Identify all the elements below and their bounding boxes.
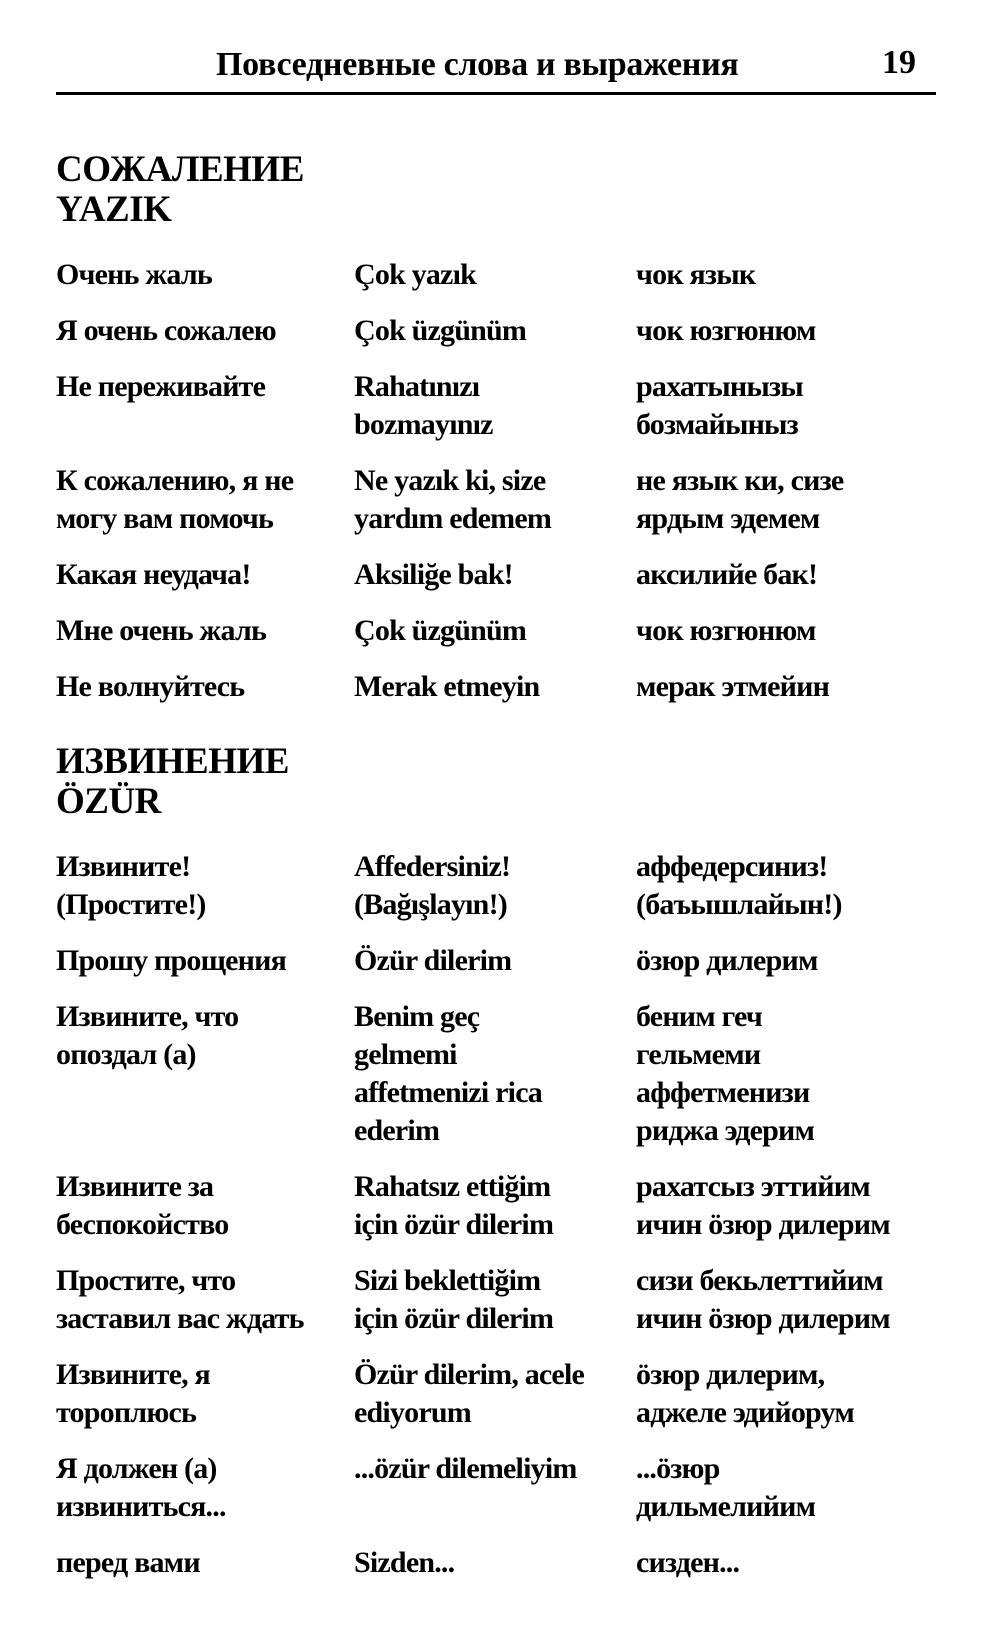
phrase-ru: Извините, что опоздал (а) <box>56 1000 239 1071</box>
phrase-transcription: сизи бекьлеттийим ичин öзюр дилерим <box>636 1264 890 1335</box>
phrase-tr: Özür dilerim, acele ediyorum <box>354 1358 585 1429</box>
phrase-row <box>56 1262 936 1338</box>
phrase-row <box>56 1356 936 1432</box>
phrase-row <box>56 848 936 924</box>
phrase-row <box>56 368 936 444</box>
phrase-list <box>56 256 936 706</box>
section-title-ru: ИЗВИНЕНИЕ <box>56 741 289 782</box>
phrase-ru: Я очень сожалею <box>56 314 276 347</box>
phrase-ru: Я должен (а) извиниться... <box>56 1452 226 1523</box>
phrase-ru: Извините, я тороплюсь <box>56 1358 210 1429</box>
phrase-transcription: аксилийе бак! <box>636 558 818 591</box>
phrase-row <box>56 998 936 1150</box>
phrase-transcription: мерак этмейин <box>636 670 830 703</box>
phrase-row <box>56 1544 936 1582</box>
section-title <box>56 742 936 822</box>
section-regret <box>56 150 936 706</box>
phrase-row <box>56 668 936 706</box>
section-title-tr: ÖZÜR <box>56 781 161 822</box>
phrase-ru: Извините за беспокойство <box>56 1170 229 1241</box>
phrase-tr: Çok üzgünüm <box>354 614 527 647</box>
page-header <box>56 38 936 95</box>
section-title-ru: СОЖАЛЕНИЕ <box>56 149 304 190</box>
phrase-row <box>56 462 936 538</box>
phrase-tr: Sizi beklettiğim için özür dilerim <box>354 1264 554 1335</box>
phrase-row <box>56 942 936 980</box>
phrase-ru: Какая неудача! <box>56 558 251 591</box>
phrase-tr: Sizden... <box>354 1546 455 1579</box>
phrase-ru: Мне очень жаль <box>56 614 267 647</box>
phrase-tr: ...özür dilemeliyim <box>354 1452 577 1485</box>
phrase-row <box>56 1168 936 1244</box>
phrase-tr: Merak etmeyin <box>354 670 540 703</box>
phrase-transcription: беним геч гельмеми аффетменизи риджа эдерим <box>636 1000 815 1147</box>
phrase-transcription: чок юзгюнюм <box>636 614 816 647</box>
phrase-ru: Не переживайте <box>56 370 266 403</box>
phrase-tr: Affedersiniz! (Bağışlayın!) <box>354 850 511 921</box>
phrase-tr: Ne yazık ki, size yardım edemem <box>354 464 552 535</box>
phrase-ru: Простите, что заставил вас ждать <box>56 1264 304 1335</box>
phrase-ru: Очень жаль <box>56 258 212 291</box>
section-title-tr: YAZIK <box>56 189 172 230</box>
section-title <box>56 150 936 230</box>
phrase-row <box>56 1450 936 1526</box>
phrase-transcription: чок юзгюнюм <box>636 314 816 347</box>
phrase-row <box>56 556 936 594</box>
phrase-list <box>56 848 936 1582</box>
phrase-tr: Benim geç gelmemi affetmenizi rica ederim <box>354 1000 542 1147</box>
phrase-transcription: аффедерсиниз! (баъышлайын!) <box>636 850 842 921</box>
phrase-ru: перед вами <box>56 1546 200 1579</box>
phrase-transcription: рахатсыз эттийим ичин öзюр дилерим <box>636 1170 890 1241</box>
running-title: Повседневные слова и выражения <box>216 46 739 83</box>
phrase-tr: Çok üzgünüm <box>354 314 527 347</box>
phrase-ru: Не волнуйтесь <box>56 670 245 703</box>
phrase-transcription: öзюр дилерим <box>636 944 818 977</box>
phrase-ru: Извините! (Простите!) <box>56 850 206 921</box>
phrase-transcription: чок язык <box>636 258 756 291</box>
phrase-transcription: ...öзюр дильмелийим <box>636 1452 816 1523</box>
phrase-tr: Rahatsız ettiğim için özür dilerim <box>354 1170 554 1241</box>
phrase-row <box>56 256 936 294</box>
phrase-row <box>56 612 936 650</box>
phrase-transcription: рахатынызы бозмайыныз <box>636 370 803 441</box>
phrase-transcription: öзюр дилерим, аджеле эдийорум <box>636 1358 854 1429</box>
page-number: 19 <box>882 44 916 81</box>
phrase-tr: Rahatınızı bozmayınız <box>354 370 493 441</box>
phrase-tr: Çok yazık <box>354 258 476 291</box>
page <box>56 38 936 1600</box>
phrase-row <box>56 312 936 350</box>
phrase-transcription: не язык ки, сизе ярдым эдемем <box>636 464 844 535</box>
phrase-transcription: сизден... <box>636 1546 740 1579</box>
phrase-ru: К сожалению, я не могу вам помочь <box>56 464 294 535</box>
phrase-ru: Прошу прощения <box>56 944 287 977</box>
phrase-tr: Özür dilerim <box>354 944 512 977</box>
phrase-tr: Aksiliğe bak! <box>354 558 513 591</box>
section-apology <box>56 742 936 1582</box>
